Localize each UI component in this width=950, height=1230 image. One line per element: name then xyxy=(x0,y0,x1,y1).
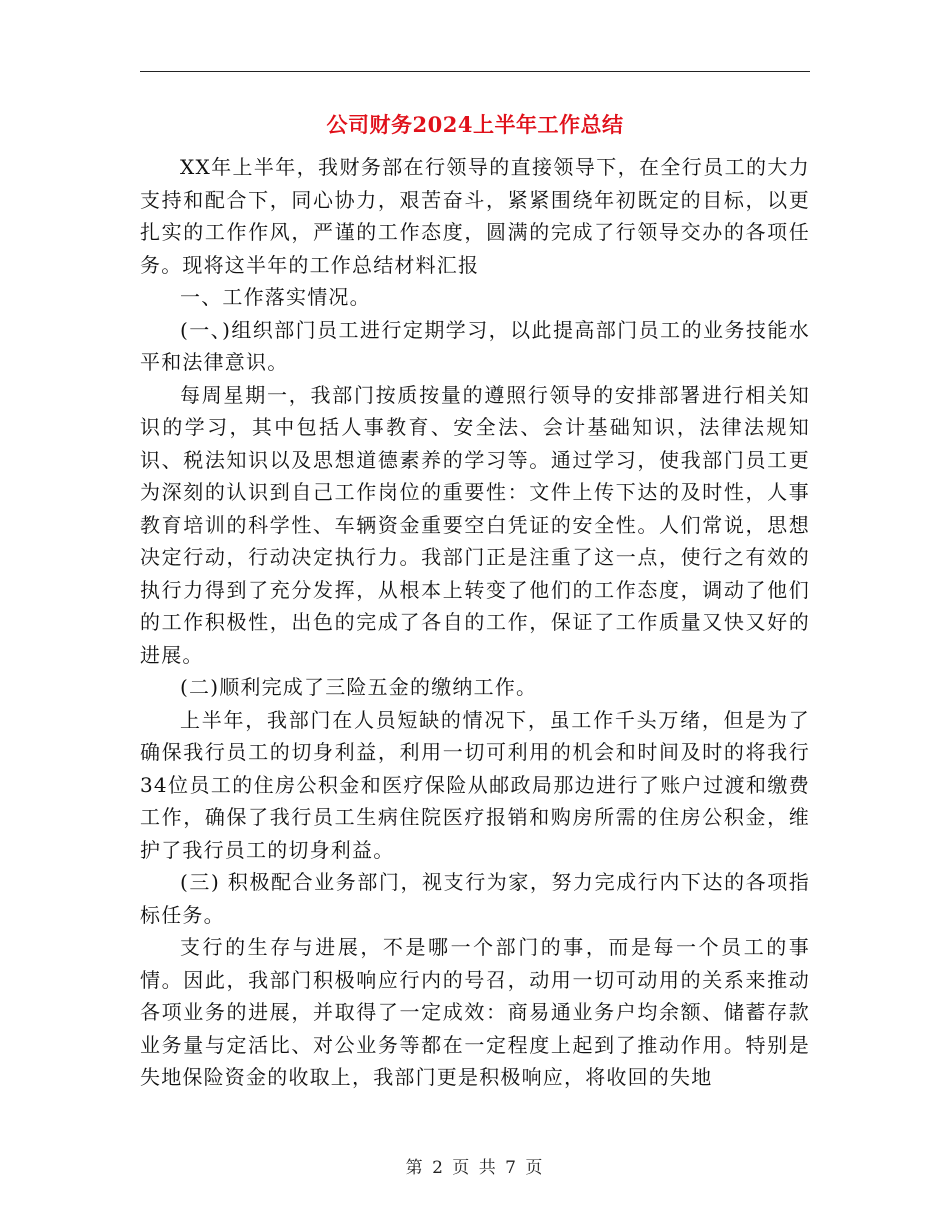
header-rule xyxy=(140,71,810,72)
page-number: 第 2 页 共 7 页 xyxy=(405,1158,545,1178)
document-title: 公司财务2024上半年工作总结 xyxy=(326,112,624,137)
subsection-heading: (三) 积极配合业务部门，视支行为家，努力完成行内下达的各项指标任务。 xyxy=(140,870,810,927)
document-body xyxy=(140,151,810,1094)
paragraph: 上半年，我部门在人员短缺的情况下，虽工作千头万绪，但是为了确保我行员工的切身利益，利用一切可利用的机会和时间及时的将我行34位员工的住房公积金和医疗保险从邮政局那边进行了账户过渡和缴费工作，确保了我行员工生病住院医疗报销和购房所需的住房公积金，维护了我行员工的切身利益。 xyxy=(140,707,810,862)
paragraph: XX年上半年，我财务部在行领导的直接领导下，在全行员工的大力支持和配合下，同心协力，艰苦奋斗，紧紧围绕年初既定的目标，以更扎实的工作作风，严谨的工作态度，圆满的完成了行领导交办的各项任务。现将这半年的工作总结材料汇报 xyxy=(140,155,810,277)
section-heading: 一、工作落实情况。 xyxy=(180,285,371,309)
subsection-heading: (一、)组织部门员工进行定期学习，以此提高部门员工的业务技能水平和法律意识。 xyxy=(140,317,810,374)
paragraph: 每周星期一，我部门按质按量的遵照行领导的安排部署进行相关知识的学习，其中包括人事教育、安全法、会计基础知识，法律法规知识、税法知识以及思想道德素养的学习等。通过学习，使我部门员工更为深刻的认识到自己工作岗位的重要性：文件上传下达的及时性，人事教育培训的科学性、车辆资金重要空白凭证的安全性。人们常说，思想决定行动，行动决定执行力。我部门正是注重了这一点，使行之有效的执行力得到了充分发挥，从根本上转变了他们的工作态度，调动了他们的工作积极性，出色的完成了各自的工作，保证了工作质量又快又好的进展。 xyxy=(140,382,810,667)
subsection-heading: (二)顺利完成了三险五金的缴纳工作。 xyxy=(180,675,538,699)
paragraph: 支行的生存与进展，不是哪一个部门的事，而是每一个员工的事情。因此，我部门积极响应行内的号召，动用一切可动用的关系来推动各项业务的进展，并取得了一定成效：商易通业务户均余额、储蓄存款业务量与定活比、对公业务等都在一定程度上起到了推动作用。特别是失地保险资金的收取上，我部门更是积极响应，将收回的失地 xyxy=(140,935,810,1089)
